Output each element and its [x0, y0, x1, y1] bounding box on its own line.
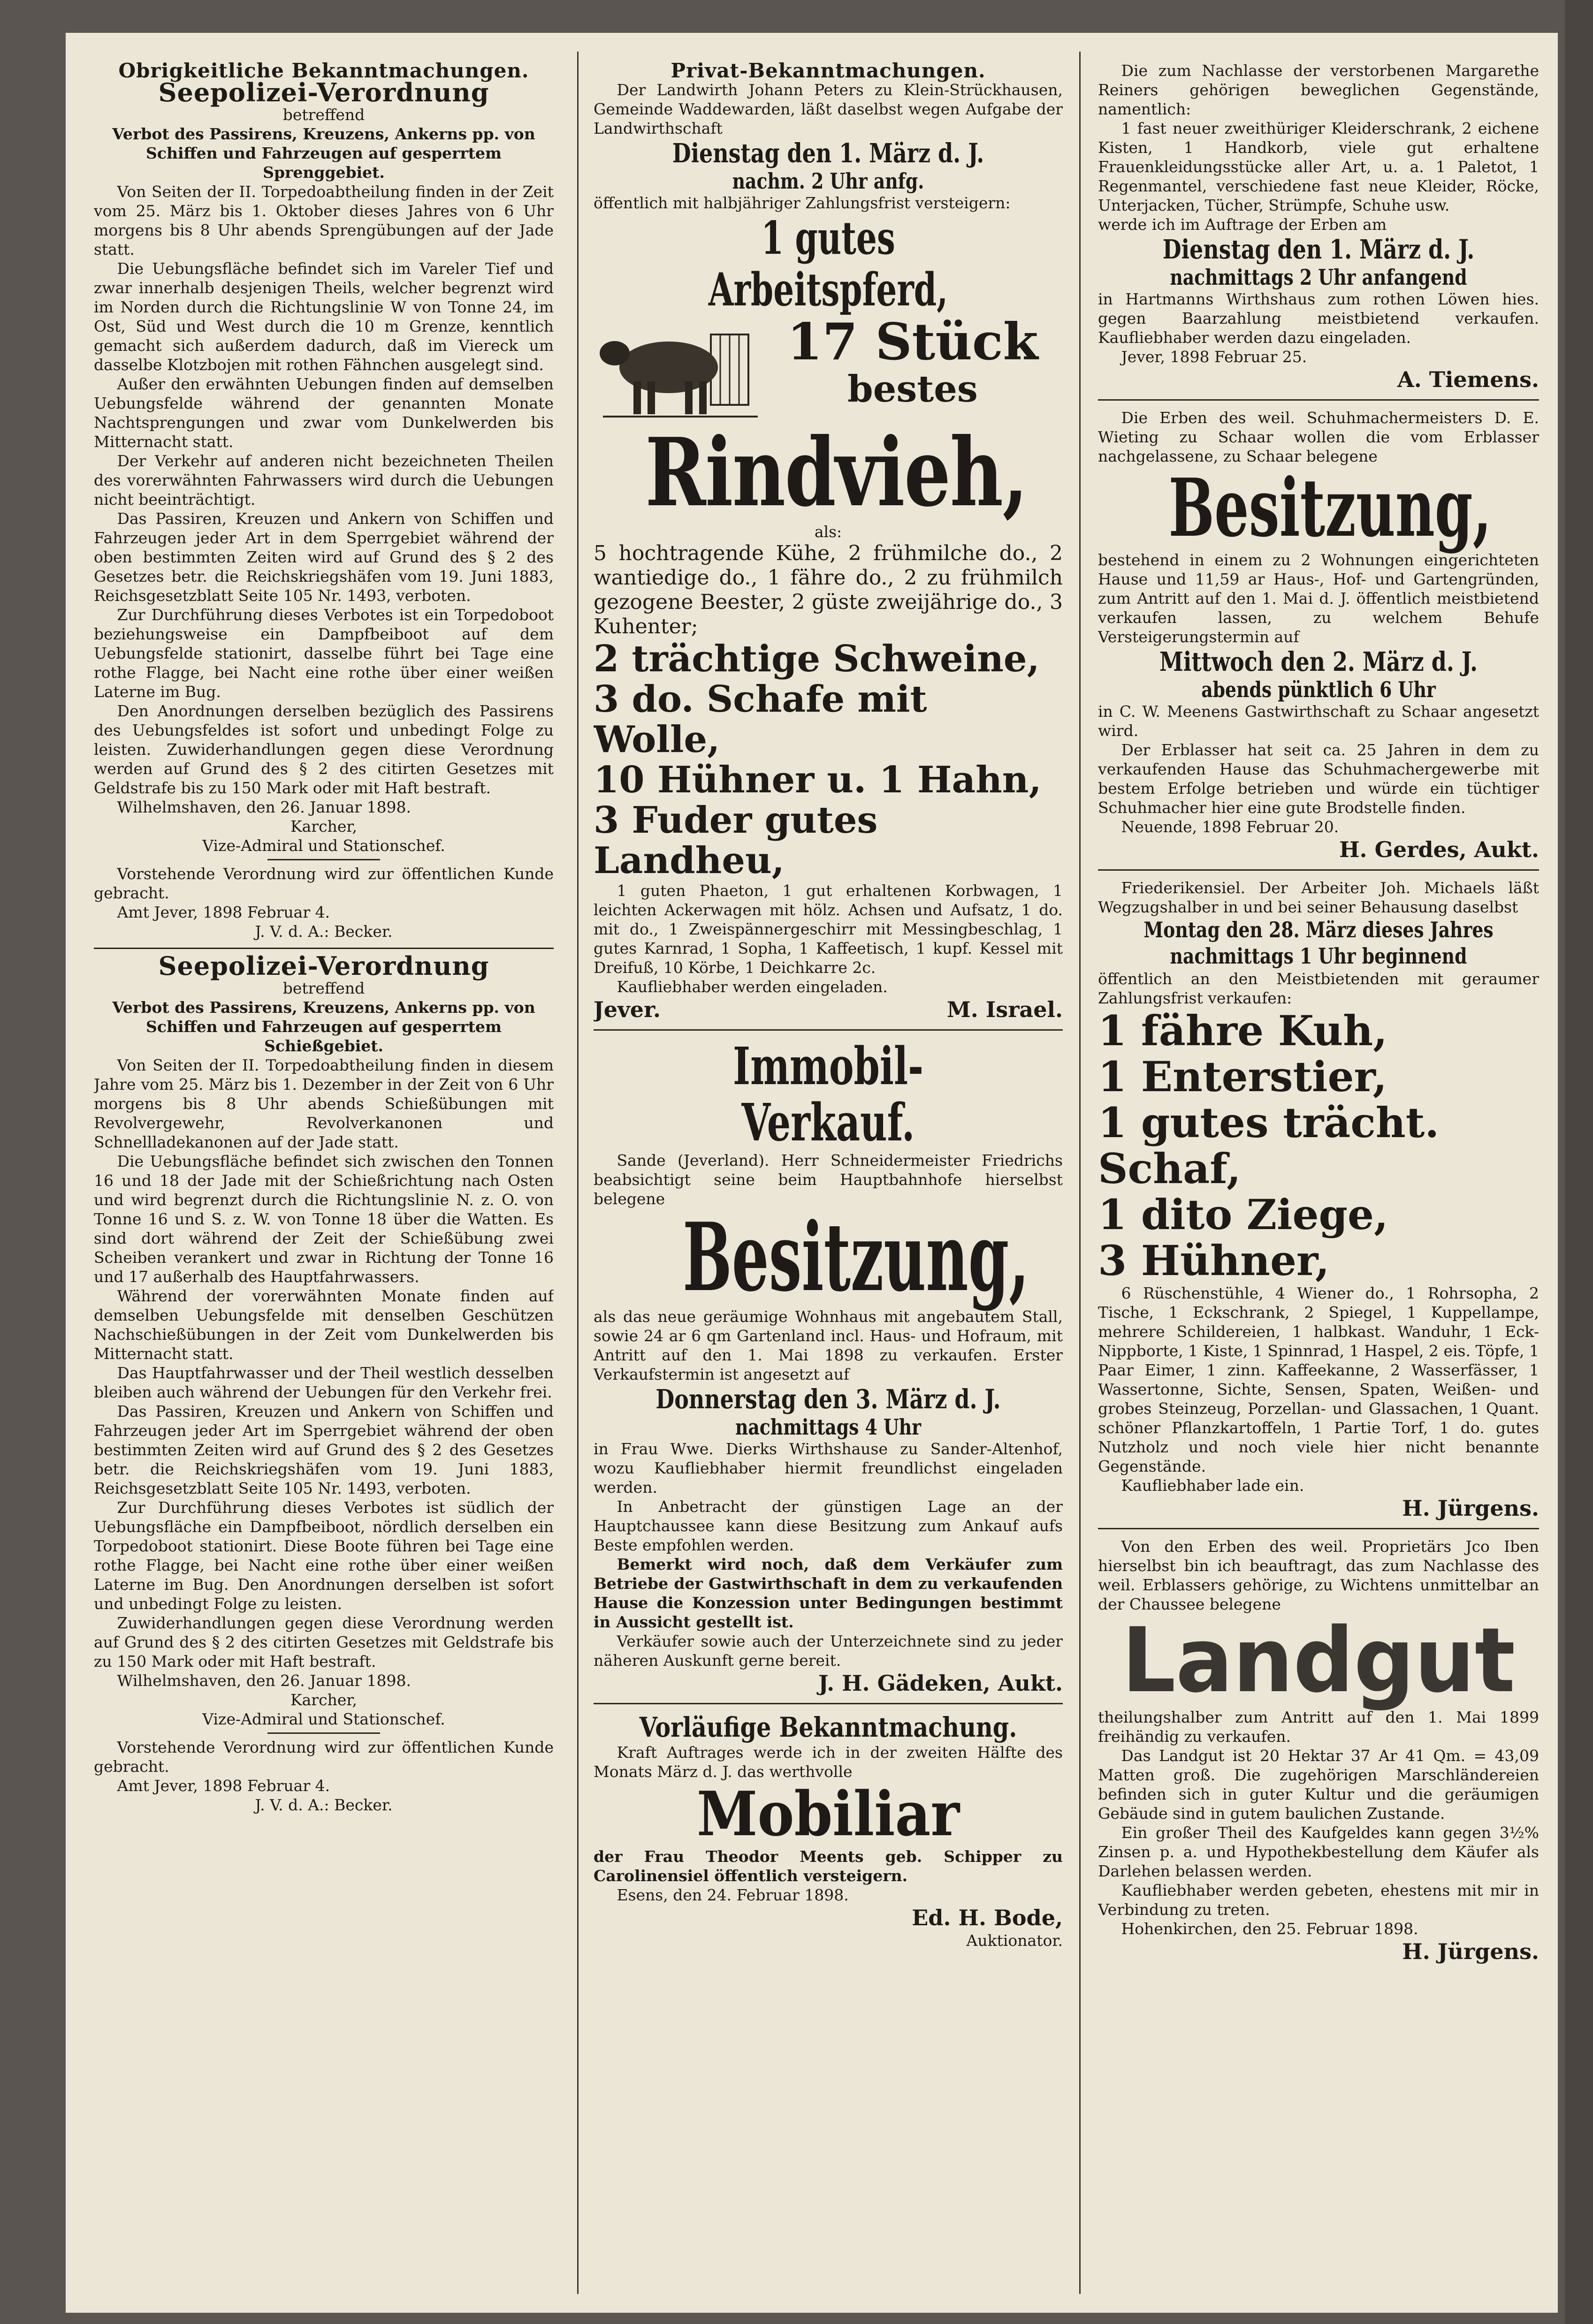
- place-date: Wilhelmshaven, den 26. Januar 1898.: [117, 1671, 412, 1690]
- paragraph: Das Landgut ist 20 Hektar 37 Ar 41 Qm. = 43,09 Matten groß. Die zugehörigen Marschländereien befinden sich in guter Kultur und die geräumigen Gebäude sind in gutem baulichen Zustande.: [1098, 1747, 1539, 1823]
- ad-cattle-list: 5 hochtragende Kühe, 2 frühmilche do., 2 wantiedige do., 1 fähre do., 2 zu frühmilch gezogene Beester, 2 güste zweijährige do., 3 Kuhenter;: [594, 541, 1063, 638]
- ad-bold-note: Bemerkt wird noch, daß dem Verkäufer zum Betriebe der Gastwirthschaft in dem zu verkaufenden Hause die Konzession unter Bedingungen bestimmt in Aussicht gestellt ist.: [594, 1555, 1063, 1631]
- ordinance-betreffend: betreffend: [282, 979, 365, 997]
- section-header: Obrigkeitliche Bekanntmachungen.: [118, 61, 529, 82]
- column-private-notices: [594, 61, 1063, 2294]
- ad-headline-horse: 1 gutes Arbeitspferd,: [708, 212, 948, 316]
- column-divider: [1079, 52, 1081, 2294]
- ad-werde: werde ich im Auftrage der Erben am: [1098, 215, 1387, 234]
- amt-date: Amt Jever, 1898 Februar 4.: [117, 1777, 330, 1795]
- ad-headline-landgut: Landgut: [1121, 1609, 1516, 1712]
- signer: Karcher,: [290, 1691, 357, 1709]
- ad-body: als das neue geräumige Wohnhaus mit angebautem Stall, sowie 24 ar 6 qm Gartenland incl. Haus- und Hofraum, mit Antritt auf den 1. Mai 1898 zu verkaufen. Erster Verkaufstermin ist angesetzt auf: [594, 1307, 1063, 1383]
- ad-list-item: 3 Hühner,: [1098, 1236, 1330, 1285]
- paragraph: Die Uebungsfläche befindet sich zwischen den Tonnen 16 und 18 der Jade mit der Schießrichtung nach Osten und wird begrenzt durch die Richtungslinie N. z. O. von Tonne 16 und S. z. W. von Tonne 18 über die Watten. Es sind dort während der Zeit der Schießübung zwei Scheiben verankert und zwar in Richtung der Tonne 16 und 17 außerhalb des Hauptfahrwassers.: [94, 1152, 554, 1286]
- ad-note: Der Erblasser hat seit ca. 25 Jahren in dem zu verkaufenden Hause das Schuhmachergewerbe mit bestem Erfolge betrieben und würde ein tüchtiger Schuhmacher hier eine gute Brodstelle finden.: [1098, 741, 1539, 817]
- ad-place: Jever.: [594, 997, 661, 1022]
- ad-headline-bestes: bestes: [847, 368, 978, 410]
- paragraph: Das Passiren, Kreuzen und Ankern von Schiffen und Fahrzeugen jeder Art in dem Sperrgebiet während der oben bestimmten Zeiten wird auf Grund des § 2 des Gesetzes betr. die Reichskriegshäfen vom 19. Juni 1883, Reichsgesetzblatt Seite 105 Nr. 1493, verboten.: [94, 509, 554, 605]
- paragraph: Zur Durchführung dieses Verbotes ist südlich der Uebungsfläche ein Dampfbeiboot, nördlich derselben ein Torpedoboot stationirt. Diese Boote führen bei Tage eine rothe Flagge, bei Nacht eine rothe über einer weißen Laterne im Bug. Den Anordnungen derselben ist sofort und unbedingt Folge zu leisten.: [94, 1498, 554, 1613]
- ad-note: In Anbetracht der günstigen Lage an der Hauptchaussee kann diese Besitzung zum Ankauf aufs Beste empfohlen werden.: [594, 1497, 1063, 1554]
- section-header: Privat-Bekanntmachungen.: [671, 61, 986, 82]
- ad-time: nachmittags 4 Uhr: [735, 1414, 922, 1440]
- ad-list-item: 3 do. Schafe mit Wolle,: [594, 678, 927, 761]
- ad-misc: 6 Rüschenstühle, 4 Wiener do., 1 Rohrsopha, 2 Tische, 1 Eckschrank, 2 Spiegel, 1 Kuppellampe, mehrere Schildereien, 1 halbkast. Wanduhr, 1 Eck-Nippborte, 1 Kiste, 1 Spinnrad, 1 Haspel, 2 eis. Töpfe, 1 Paar Eimer, 1 zinn. Kaffeekanne, 2 Wasserfässer, 1 Wassertonne, Sichte, Sensen, Spaten, Weißen- und grobes Steinzeug, Porzellan- und Glassachen, 1 Quant. schöner Pflanzkartoffeln, 1 Partie Torf, 1 do. gutes Nutzholz und noch viele hier nicht benannte Gegenstände.: [1098, 1284, 1539, 1475]
- ad-list-item: 1 gutes trächt. Schaf,: [1098, 1098, 1440, 1193]
- ad-intro: Die Erben des weil. Schuhmachermeisters D. E. Wieting zu Schaar wollen die vom Erblasser nachgelassene, zu Schaar belegene: [1098, 409, 1539, 465]
- ad-headline: Vorläufige Bekanntmachung.: [639, 1711, 1017, 1743]
- divider: [1098, 869, 1539, 871]
- signer-rank: Vize-Admiral und Stationschef.: [202, 1710, 445, 1728]
- ad-intro: Sande (Jeverland). Herr Schneidermeister Friedrichs beabsichtigt seine beim Hauptbahnhofe hierselbst belegene: [594, 1151, 1063, 1208]
- paragraph: Zur Durchführung dieses Verbotes ist ein Torpedoboot beziehungsweise ein Dampfbeiboot auf dem Uebungsfelde stationirt, dasselbe führt bei Tage eine rothe Flagge, bei Nacht eine rothe über einer weißen Laterne im Bug.: [94, 606, 554, 701]
- ad-intro: Die zum Nachlasse der verstorbenen Margarethe Reiners gehörigen beweglichen Gegenstände, namentlich:: [1098, 61, 1539, 118]
- ad-list-item: 3 Fuder gutes Landheu,: [594, 799, 878, 882]
- ad-place: Jever, 1898 Februar 25.: [1121, 348, 1307, 366]
- paragraph: Den Anordnungen derselben bezüglich des Passirens des Uebungsfeldes ist sofort und unbedingt Folge zu leisten. Zuwiderhandlungen gegen diese Verordnung werden auf Grund des § 2 des citirten Gesetzes mit Geldstrafe bis zu 150 Mark oder mit Haft bestraft.: [94, 702, 554, 797]
- ad-signature: H. Jürgens.: [1402, 1939, 1539, 1964]
- divider: [267, 859, 380, 860]
- ad-place: Neuende, 1898 Februar 20.: [1121, 818, 1339, 836]
- newspaper-page: [66, 33, 1558, 2313]
- divider: [594, 1029, 1063, 1031]
- ad-headline-rindvieh: Rindvieh,: [645, 418, 1028, 528]
- paragraph: Von Seiten der II. Torpedoabtheilung finden in diesem Jahre vom 25. März bis 1. Dezember in der Zeit von 6 Uhr morgens bis 8 Uhr abends Schießübungen mit Revolvergewehr, Revolverkanonen und Schnellladekanonen auf der Jade statt.: [94, 1056, 554, 1151]
- ad-headline-count: 17 Stück: [787, 312, 1038, 372]
- ad-misc: 1 guten Phaeton, 1 gut erhaltenen Korbwagen, 1 leichten Ackerwagen mit hölz. Achsen und Aufsatz, 1 do. mit do., 1 Zweispännergeschirr mit Messingbeschlag, 1 gutes Karnrad, 1 Sopha, 1 Kaffeetisch, 1 kupf. Kessel mit Dreifuß, 10 Körbe, 1 Deichkarre 2c.: [594, 881, 1063, 977]
- note: Vorstehende Verordnung wird zur öffentlichen Kunde gebracht.: [94, 865, 554, 902]
- ad-als: als:: [814, 523, 842, 541]
- ad-date: Dienstag den 1. März d. J.: [672, 138, 984, 169]
- ad-body: bestehend in einem zu 2 Wohnungen eingerichteten Hause und 11,59 ar Haus-, Hof- und Gartengründen, zum Antritt auf den 1. Mai d. J. öffentlich meistbietend verkaufen lassen, zu welchem Behufe Versteigerungstermin auf: [1098, 551, 1539, 646]
- ad-headline-mobiliar: Mobiliar: [696, 1778, 960, 1850]
- paragraph: Ein großer Theil des Kaufgeldes kann gegen 3½% Zinsen p. a. und Hypothekbestellung dem Käufer als Darlehen belassen werden.: [1098, 1823, 1539, 1880]
- ad-signature: H. Gerdes, Aukt.: [1339, 837, 1539, 862]
- ad-list-item: 1 Enterstier,: [1098, 1052, 1387, 1101]
- divider: [94, 948, 554, 949]
- ad-items: 1 fast neuer zweithüriger Kleiderschrank, 2 eichene Kisten, 1 Handkorb, viele gut erhaltene Frauenkleidungsstücke aller Art, u. a. 1 Paletot, 1 Regenmantel, verschiedene fast neue Kleider, Röcke, Unterjacken, Tücher, Strümpfe, Schuhe usw.: [1098, 119, 1539, 214]
- ad-body: der Frau Theodor Meents geb. Schipper zu Carolinensiel öffentlich versteigern.: [594, 1847, 1063, 1885]
- ad-signature: H. Jürgens.: [1402, 1496, 1539, 1521]
- ad-date: Mittwoch den 2. März d. J.: [1159, 646, 1478, 677]
- ad-intro: Der Landwirth Johann Peters zu Klein-Strückhausen, Gemeinde Waddewarden, läßt daselbst wegen Aufgabe der Landwirthschaft: [594, 81, 1063, 137]
- divider: [267, 1732, 380, 1734]
- cow-illustration-icon: [594, 316, 762, 424]
- ordinance-title: Seepolizei-Verordnung: [158, 951, 489, 981]
- paragraph: Zuwiderhandlungen gegen diese Verordnung werden auf Grund des § 2 des citirten Gesetzes mit Geldstrafe bis zu 150 Mark oder mit Haft bestraft.: [94, 1614, 554, 1671]
- ad-intro: Von den Erben des weil. Proprietärs Jco Iben hierselbst bin ich beauftragt, das zum Nachlasse des weil. Erblassers gehörige, zu Wichtens unmittelbar an der Chaussee belegene: [1098, 1537, 1539, 1613]
- ad-location: in Frau Wwe. Dierks Wirthshause zu Sander-Altenhof, wozu Kaufliebhaber hiermit freundlichst eingeladen werden.: [594, 1440, 1063, 1496]
- cattle-block: [594, 312, 1063, 424]
- note: Vorstehende Verordnung wird zur öffentlichen Kunde gebracht.: [94, 1738, 554, 1776]
- ad-role: Auktionator.: [966, 1931, 1063, 1950]
- paragraph: Außer den erwähnten Uebungen finden auf demselben Uebungsfelde während der genannten Monate Nachtsprengungen und zwar vom Dunkelwerden bis Mitternacht statt.: [94, 375, 554, 451]
- paragraph: Der Verkehr auf anderen nicht bezeichneten Theilen des vorerwähnten Fahrwassers wird durch die Uebungen nicht beeinträchtigt.: [94, 452, 554, 509]
- paragraph: Während der vorerwähnten Monate finden auf demselben Uebungsfelde mit denselben Geschützen Nachschießübungen in der Zeit vom Dunkelwerden bis Mitternacht statt.: [94, 1287, 554, 1363]
- ad-location: in C. W. Meenens Gastwirthschaft zu Schaar angesetzt wird.: [1098, 702, 1539, 740]
- paragraph: Von Seiten der II. Torpedoabtheilung finden in der Zeit vom 25. März bis 1. Oktober dieses Jahres von 6 Uhr morgens bis 8 Uhr abends Sprengübungen auf der Jade statt.: [94, 182, 554, 258]
- ad-footer: [594, 996, 1063, 1023]
- column-divider: [577, 52, 579, 2294]
- paragraph: Das Passiren, Kreuzen und Ankern von Schiffen und Fahrzeugen jeder Art im Sperrgebiet während der oben bestimmten Zeiten wird auf Grund des § 2 des Gesetzes betr. die Reichskriegshäfen vom 19. Juni 1883, Reichsgesetzblatt Seite 105 Nr. 1493, verboten.: [94, 1402, 554, 1497]
- scan-edge: [1565, 0, 1593, 2324]
- ad-headline: Immobil-Verkauf.: [733, 1036, 923, 1153]
- ordinance-subject: Verbot des Passirens, Kreuzens, Ankerns pp. von Schiffen und Fahrzeugen auf gesperrtem Schießgebiet.: [112, 998, 535, 1055]
- ad-body: theilungshalber zum Antritt auf den 1. Mai 1899 freihändig zu verkaufen.: [1098, 1708, 1539, 1746]
- ad-location: in Hartmanns Wirthshaus zum rothen Löwen hies. gegen Baarzahlung meistbietend verkaufen. Kaufliebhaber werden dazu eingeladen.: [1098, 290, 1539, 347]
- ad-date: Dienstag den 1. März d. J.: [1162, 234, 1475, 265]
- ad-signature: A. Tiemens.: [1397, 367, 1539, 392]
- ad-terms: öffentlich an den Meistbietenden mit geraumer Zahlungsfrist verkaufen:: [1098, 970, 1539, 1007]
- divider: [594, 1703, 1063, 1704]
- ad-place: Esens, den 24. Februar 1898.: [617, 1886, 849, 1904]
- ad-time: nachmittags 1 Uhr beginnend: [1170, 943, 1467, 969]
- ad-signature: Ed. H. Bode,: [912, 1905, 1063, 1930]
- place-date: Wilhelmshaven, den 26. Januar 1898.: [117, 798, 412, 816]
- ad-date: Montag den 28. März dieses Jahres: [1143, 917, 1494, 942]
- paragraph: Kaufliebhaber werden gebeten, ehestens mit mir in Verbindung zu treten.: [1098, 1881, 1539, 1919]
- ad-headline-besitzung: Besitzung,: [1168, 461, 1492, 555]
- ad-invite: Kaufliebhaber werden eingeladen.: [617, 978, 888, 996]
- ad-time: abends pünktlich 6 Uhr: [1201, 677, 1436, 702]
- paragraph: Die Uebungsfläche befindet sich im Vareler Tief und zwar innerhalb desjenigen Theils, welcher begrenzt wird im Norden durch die Richtungslinie W von Tonne 24, im Ost, Süd und West durch die 10 m Grenze, kenntlich gemacht sich außerdem dadurch, daß im Viereck um dasselbe Klotzbojen mit rothen Fähnchen ausgelegt sind.: [94, 259, 554, 374]
- ordinance-title: Seepolizei-Verordnung: [158, 77, 489, 107]
- ad-list-item: 2 trächtige Schweine,: [594, 638, 1040, 680]
- ordinance-subject: Verbot des Passirens, Kreuzens, Ankerns pp. von Schiffen und Fahrzeugen auf gesperrtem Sprenggebiet.: [112, 125, 535, 182]
- ad-time: nachmittags 2 Uhr anfangend: [1170, 265, 1467, 290]
- ordinance-betreffend: betreffend: [282, 106, 365, 124]
- column-auctions: [1098, 61, 1539, 2294]
- ad-list-item: 10 Hühner u. 1 Hahn,: [594, 759, 1042, 801]
- ad-place: Hohenkirchen, den 25. Februar 1898.: [1121, 1920, 1418, 1938]
- signer: Karcher,: [290, 817, 357, 835]
- ad-signature: M. Israel.: [946, 997, 1063, 1022]
- paragraph: Das Hauptfahrwasser und der Theil westlich desselben bleiben auch während der Uebungen für den Verkehr frei.: [94, 1364, 554, 1401]
- divider: [1098, 1528, 1539, 1529]
- ad-invite: Kaufliebhaber lade ein.: [1121, 1476, 1304, 1495]
- signer-rank: Vize-Admiral und Stationschef.: [202, 836, 445, 855]
- ad-intro: Friederikensiel. Der Arbeiter Joh. Michaels läßt Wegzugshalber in und bei seiner Behausung daselbst: [1098, 879, 1539, 916]
- ad-intro: Kraft Auftrages werde ich in der zweiten Hälfte des Monats März d. J. das werthvolle: [594, 1743, 1063, 1781]
- column-official-notices: [94, 61, 554, 2294]
- ad-headline-besitzung: Besitzung,: [683, 1202, 1029, 1313]
- divider: [1098, 399, 1539, 401]
- ad-terms: öffentlich mit halbjähriger Zahlungsfrist versteigern:: [594, 194, 1011, 212]
- amt-signature: J. V. d. A.: Becker.: [255, 922, 393, 941]
- ad-time: nachm. 2 Uhr anfg.: [732, 168, 924, 194]
- ad-signature: J. H. Gädeken, Aukt.: [818, 1671, 1063, 1696]
- amt-date: Amt Jever, 1898 Februar 4.: [117, 903, 330, 921]
- ad-info: Verkäufer sowie auch der Unterzeichnete sind zu jeder näheren Auskunft gerne bereit.: [594, 1632, 1063, 1670]
- ad-list-item: 1 fähre Kuh,: [1098, 1006, 1387, 1055]
- amt-signature: J. V. d. A.: Becker.: [255, 1796, 393, 1814]
- ad-date: Donnerstag den 3. März d. J.: [655, 1384, 1001, 1415]
- ad-list-item: 1 dito Ziege,: [1098, 1190, 1388, 1239]
